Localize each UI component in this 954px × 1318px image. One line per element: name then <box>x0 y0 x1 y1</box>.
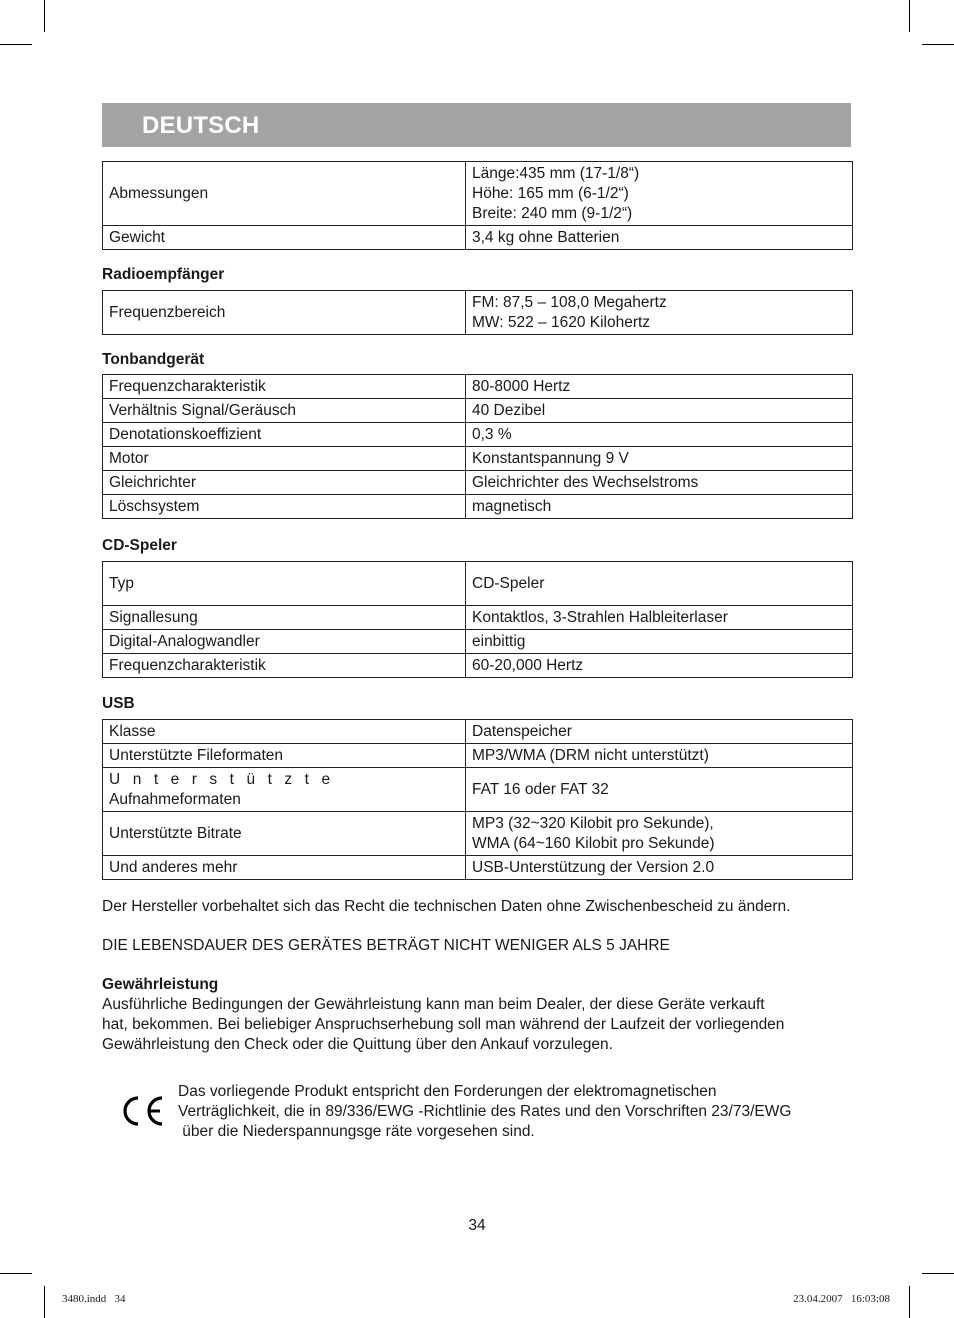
spec-key: Unterstützte Fileformaten <box>103 744 466 768</box>
spec-value: 80-8000 Hertz <box>466 375 853 399</box>
spec-key: Frequenzbereich <box>103 291 466 335</box>
spec-key: Typ <box>103 562 466 606</box>
page-title: DEUTSCH <box>142 112 260 139</box>
spec-value <box>466 812 853 856</box>
section-title-radio: Radioempfänger <box>102 266 225 283</box>
ce-line: Verträglichkeit, die in 89/336/EWG -Richtlinie des Rates und den Vorschriften 23/73/EWG <box>178 1103 792 1120</box>
ce-mark-icon <box>118 1094 166 1128</box>
value-line: Länge:435 mm (17-1/8“) <box>472 164 640 182</box>
spec-key: Frequenzcharakteristik <box>103 375 466 399</box>
spec-value: Gleichrichter des Wechselstroms <box>466 471 853 495</box>
warranty-line: Ausführliche Bedingungen der Gewährleistung kann man beim Dealer, der diese Geräte verkauft <box>102 996 765 1013</box>
crop-mark <box>44 0 45 32</box>
spec-value: Konstantspannung 9 V <box>466 447 853 471</box>
slug-left: 3480.indd 34 <box>62 1293 126 1305</box>
value-line: Höhe: 165 mm (6-1/2“) <box>472 184 629 202</box>
ce-line: Das vorliegende Produkt entspricht den Forderungen der elektromagnetischen <box>178 1083 717 1100</box>
tape-spec-table <box>102 374 853 519</box>
warranty-block <box>102 975 862 1055</box>
crop-mark <box>44 1286 45 1318</box>
table-row <box>103 375 853 399</box>
spec-key: Abmessungen <box>103 162 466 226</box>
spec-key: Und anderes mehr <box>103 856 466 880</box>
spec-value: einbittig <box>466 630 853 654</box>
crop-mark <box>909 0 910 32</box>
spec-key: Gewicht <box>103 226 466 250</box>
table-row <box>103 447 853 471</box>
table-row <box>103 630 853 654</box>
spec-key: Frequenzcharakteristik <box>103 654 466 678</box>
value-line: MW: 522 – 1620 Kilohertz <box>472 313 651 331</box>
value-line: WMA (64~160 Kilobit pro Sekunde) <box>472 834 715 852</box>
spec-key: Motor <box>103 447 466 471</box>
page-number: 34 <box>468 1217 486 1234</box>
table-row <box>103 606 853 630</box>
crop-mark <box>922 1273 954 1274</box>
spec-value: USB-Unterstützung der Version 2.0 <box>466 856 853 880</box>
warranty-line: hat, bekommen. Bei beliebiger Anspruchserhebung soll man während der Laufzeit der vorliegenden <box>102 1016 785 1033</box>
table-row <box>103 162 853 226</box>
spec-key: Signallesung <box>103 606 466 630</box>
table-row <box>103 471 853 495</box>
table-row <box>103 744 853 768</box>
key-line: Aufnahmeformaten <box>109 790 241 808</box>
key-line: Unterstützte <box>109 770 343 788</box>
usb-spec-table <box>102 719 853 880</box>
spec-value <box>466 162 853 226</box>
general-spec-table <box>102 161 853 250</box>
spec-key: Löschsystem <box>103 495 466 519</box>
table-row <box>103 768 853 812</box>
warranty-line: Gewährleistung den Check oder die Quittung über den Ankauf vorzulegen. <box>102 1036 613 1053</box>
table-row <box>103 812 853 856</box>
table-row <box>103 226 853 250</box>
manufacturer-note: Der Hersteller vorbehaltet sich das Recht die technischen Daten ohne Zwischenbescheid zu ändern. <box>102 898 791 915</box>
table-row <box>103 399 853 423</box>
section-title-cd: CD-Speler <box>102 537 177 554</box>
value-line: FM: 87,5 – 108,0 Megahertz <box>472 293 667 311</box>
table-row <box>103 856 853 880</box>
spec-key <box>103 768 466 812</box>
crop-mark <box>0 44 32 45</box>
table-row <box>103 654 853 678</box>
spec-key: Klasse <box>103 720 466 744</box>
radio-spec-table <box>102 290 853 335</box>
spec-value: 0,3 % <box>466 423 853 447</box>
cd-spec-table <box>102 561 853 678</box>
table-row <box>103 423 853 447</box>
spec-value: MP3/WMA (DRM nicht unterstützt) <box>466 744 853 768</box>
section-title-tape: Tonbandgerät <box>102 351 205 368</box>
crop-mark <box>922 44 954 45</box>
spec-value: magnetisch <box>466 495 853 519</box>
language-banner <box>102 103 851 147</box>
spec-value: 3,4 kg ohne Batterien <box>466 226 853 250</box>
crop-mark <box>0 1273 32 1274</box>
table-row <box>103 291 853 335</box>
lifetime-note: DIE LEBENSDAUER DES GERÄTES BETRÄGT NICHT WENIGER ALS 5 JAHRE <box>102 937 670 954</box>
spec-value: 60-20,000 Hertz <box>466 654 853 678</box>
spec-value: Kontaktlos, 3-Strahlen Halbleiterlaser <box>466 606 853 630</box>
spec-key: Verhältnis Signal/Geräusch <box>103 399 466 423</box>
spec-value: Datenspeicher <box>466 720 853 744</box>
spec-key: Gleichrichter <box>103 471 466 495</box>
table-row <box>103 562 853 606</box>
table-row <box>103 720 853 744</box>
ce-line: über die Niederspannungsge räte vorgesehen sind. <box>178 1123 535 1140</box>
spec-key: Digital-Analogwandler <box>103 630 466 654</box>
value-line: MP3 (32~320 Kilobit pro Sekunde), <box>472 814 714 832</box>
spec-key: Denotationskoeffizient <box>103 423 466 447</box>
spec-value <box>466 291 853 335</box>
value-line: Breite: 240 mm (9-1/2“) <box>472 204 633 222</box>
warranty-title: Gewährleistung <box>102 976 219 993</box>
ce-compliance-text <box>178 1082 858 1142</box>
spec-value: CD-Speler <box>466 562 853 606</box>
spec-value: 40 Dezibel <box>466 399 853 423</box>
slug-right: 23.04.2007 16:03:08 <box>793 1293 890 1305</box>
table-row <box>103 495 853 519</box>
spec-value: FAT 16 oder FAT 32 <box>466 768 853 812</box>
section-title-usb: USB <box>102 695 135 712</box>
spec-key: Unterstützte Bitrate <box>103 812 466 856</box>
crop-mark <box>909 1286 910 1318</box>
